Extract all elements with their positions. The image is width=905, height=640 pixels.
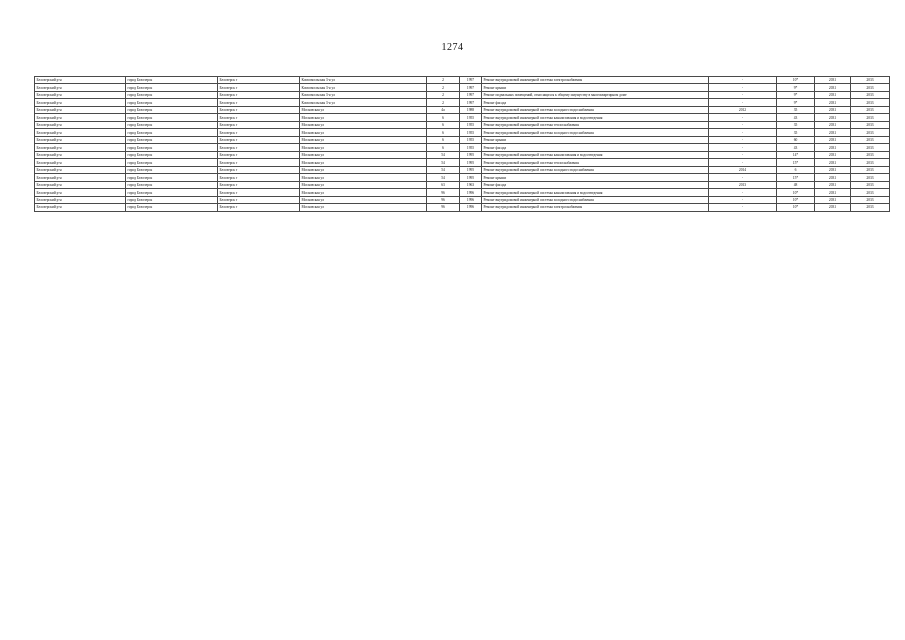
district-cell: Белозерский р-н: [35, 136, 126, 143]
build-year-cell: 1988: [460, 106, 482, 113]
street-cell: Московская ул: [300, 114, 427, 121]
build-year-cell: 1955: [460, 114, 482, 121]
wear-percent-cell: 9*: [777, 91, 815, 98]
build-year-cell: 1995: [460, 159, 482, 166]
table-row: [35, 189, 890, 196]
work-type-cell: Ремонт внутридомовой инженерной системы холодного водоснабжения: [482, 129, 709, 136]
work-type-cell: Ремонт внутридомовой инженерной системы электроснабжения: [482, 77, 709, 84]
street-cell: Московская ул: [300, 159, 427, 166]
street-cell: Московская ул: [300, 151, 427, 158]
house-number-cell: 6: [427, 144, 460, 151]
last-repair-year-cell: 2014: [709, 166, 777, 173]
build-year-cell: 1955: [460, 121, 482, 128]
work-type-cell: Ремонт внутридомовой инженерной системы холодного водоснабжения: [482, 166, 709, 173]
wear-percent-cell: 10*: [777, 204, 815, 211]
build-year-cell: 1996: [460, 204, 482, 211]
settlement-cell: город Белозерск: [126, 129, 218, 136]
work-type-cell: Ремонт внутридомовой инженерной системы канализования и водоотведения: [482, 114, 709, 121]
settlement-cell: город Белозерск: [126, 204, 218, 211]
wear-percent-cell: 35: [777, 129, 815, 136]
work-type-cell: Ремонт внутридомовой инженерной системы электроснабжения: [482, 204, 709, 211]
table-row: [35, 196, 890, 203]
street-cell: Московская ул: [300, 204, 427, 211]
district-cell: Белозерский р-н: [35, 196, 126, 203]
locality-cell: Белозерск г: [218, 114, 300, 121]
district-cell: Белозерский р-н: [35, 114, 126, 121]
street-cell: Московская ул: [300, 181, 427, 188]
locality-cell: Белозерск г: [218, 174, 300, 181]
plan-start-cell: 2031: [815, 151, 851, 158]
wear-percent-cell: 48: [777, 181, 815, 188]
locality-cell: Белозерск г: [218, 121, 300, 128]
plan-start-cell: 2031: [815, 99, 851, 106]
settlement-cell: город Белозерск: [126, 99, 218, 106]
table-row: [35, 121, 890, 128]
settlement-cell: город Белозерск: [126, 77, 218, 84]
house-number-cell: 2: [427, 99, 460, 106]
plan-end-cell: 2033: [851, 91, 890, 98]
district-cell: Белозерский р-н: [35, 166, 126, 173]
work-type-cell: Ремонт фасада: [482, 99, 709, 106]
district-cell: Белозерский р-н: [35, 84, 126, 91]
settlement-cell: город Белозерск: [126, 144, 218, 151]
wear-percent-cell: 35: [777, 121, 815, 128]
locality-cell: Белозерск г: [218, 77, 300, 84]
house-number-cell: 6: [427, 114, 460, 121]
street-cell: Московская ул: [300, 189, 427, 196]
last-repair-year-cell: -: [709, 136, 777, 143]
build-year-cell: 1996: [460, 189, 482, 196]
work-type-cell: Ремонт крыши: [482, 136, 709, 143]
table-row: [35, 204, 890, 211]
wear-percent-cell: 9*: [777, 84, 815, 91]
plan-end-cell: 2033: [851, 99, 890, 106]
locality-cell: Белозерск г: [218, 144, 300, 151]
last-repair-year-cell: -: [709, 196, 777, 203]
locality-cell: Белозерск г: [218, 106, 300, 113]
locality-cell: Белозерск г: [218, 159, 300, 166]
work-type-cell: Ремонт крыши: [482, 84, 709, 91]
district-cell: Белозерский р-н: [35, 159, 126, 166]
build-year-cell: 1995: [460, 151, 482, 158]
district-cell: Белозерский р-н: [35, 151, 126, 158]
work-type-cell: Ремонт внутридомовой инженерной системы холодного водоснабжения: [482, 196, 709, 203]
settlement-cell: город Белозерск: [126, 121, 218, 128]
locality-cell: Белозерск г: [218, 99, 300, 106]
house-number-cell: 54: [427, 174, 460, 181]
plan-start-cell: 2031: [815, 91, 851, 98]
settlement-cell: город Белозерск: [126, 106, 218, 113]
last-repair-year-cell: -: [709, 99, 777, 106]
settlement-cell: город Белозерск: [126, 84, 218, 91]
plan-end-cell: 2033: [851, 121, 890, 128]
build-year-cell: 1996: [460, 196, 482, 203]
plan-end-cell: 2033: [851, 196, 890, 203]
table-row: [35, 174, 890, 181]
settlement-cell: город Белозерск: [126, 181, 218, 188]
plan-start-cell: 2031: [815, 136, 851, 143]
repair-register-table: [34, 76, 890, 212]
table-row: [35, 129, 890, 136]
settlement-cell: город Белозерск: [126, 91, 218, 98]
wear-percent-cell: 43: [777, 114, 815, 121]
build-year-cell: 1997: [460, 84, 482, 91]
district-cell: Белозерский р-н: [35, 106, 126, 113]
wear-percent-cell: 10*: [777, 196, 815, 203]
locality-cell: Белозерск г: [218, 189, 300, 196]
build-year-cell: 1997: [460, 91, 482, 98]
last-repair-year-cell: -: [709, 84, 777, 91]
wear-percent-cell: 14*: [777, 151, 815, 158]
build-year-cell: 1955: [460, 136, 482, 143]
street-cell: Московская ул: [300, 136, 427, 143]
street-cell: Московская ул: [300, 121, 427, 128]
build-year-cell: 1955: [460, 144, 482, 151]
district-cell: Белозерский р-н: [35, 144, 126, 151]
street-cell: Московская ул: [300, 174, 427, 181]
last-repair-year-cell: -: [709, 121, 777, 128]
settlement-cell: город Белозерск: [126, 136, 218, 143]
work-type-cell: Ремонт фасада: [482, 181, 709, 188]
house-number-cell: 96: [427, 204, 460, 211]
last-repair-year-cell: -: [709, 189, 777, 196]
house-number-cell: 6: [427, 121, 460, 128]
table-row: [35, 136, 890, 143]
locality-cell: Белозерск г: [218, 204, 300, 211]
plan-start-cell: 2031: [815, 77, 851, 84]
plan-start-cell: 2031: [815, 121, 851, 128]
plan-start-cell: 2031: [815, 106, 851, 113]
district-cell: Белозерский р-н: [35, 174, 126, 181]
work-type-cell: Ремонт крыши: [482, 174, 709, 181]
last-repair-year-cell: -: [709, 114, 777, 121]
last-repair-year-cell: -: [709, 151, 777, 158]
plan-end-cell: 2033: [851, 189, 890, 196]
street-cell: Комсомольская 3-я ул: [300, 84, 427, 91]
table-row: [35, 151, 890, 158]
plan-end-cell: 2033: [851, 136, 890, 143]
locality-cell: Белозерск г: [218, 84, 300, 91]
district-cell: Белозерский р-н: [35, 77, 126, 84]
district-cell: Белозерский р-н: [35, 121, 126, 128]
house-number-cell: 6: [427, 129, 460, 136]
plan-start-cell: 2031: [815, 144, 851, 151]
work-type-cell: Ремонт подвальных помещений, относящихся к общему имуществу в многоквартирном доме: [482, 91, 709, 98]
wear-percent-cell: 35: [777, 106, 815, 113]
table-row: [35, 99, 890, 106]
last-repair-year-cell: -: [709, 129, 777, 136]
settlement-cell: город Белозерск: [126, 196, 218, 203]
table-row: [35, 77, 890, 84]
build-year-cell: 1955: [460, 129, 482, 136]
street-cell: Комсомольская 3-я ул: [300, 77, 427, 84]
settlement-cell: город Белозерск: [126, 151, 218, 158]
wear-percent-cell: 6: [777, 166, 815, 173]
plan-end-cell: 2033: [851, 151, 890, 158]
locality-cell: Белозерск г: [218, 91, 300, 98]
build-year-cell: 1995: [460, 174, 482, 181]
plan-end-cell: 2033: [851, 166, 890, 173]
plan-end-cell: 2033: [851, 204, 890, 211]
table-row: [35, 166, 890, 173]
table-row: [35, 144, 890, 151]
work-type-cell: Ремонт внутридомовой инженерной системы канализования и водоотведения: [482, 189, 709, 196]
work-type-cell: Ремонт внутридомовой инженерной системы канализования и водоотведения: [482, 151, 709, 158]
table-row: [35, 181, 890, 188]
plan-end-cell: 2033: [851, 77, 890, 84]
plan-start-cell: 2031: [815, 159, 851, 166]
plan-end-cell: 2033: [851, 84, 890, 91]
plan-start-cell: 2031: [815, 189, 851, 196]
wear-percent-cell: 15*: [777, 159, 815, 166]
house-number-cell: 2: [427, 91, 460, 98]
plan-end-cell: 2033: [851, 114, 890, 121]
street-cell: Московская ул: [300, 129, 427, 136]
wear-percent-cell: 10*: [777, 189, 815, 196]
last-repair-year-cell: -: [709, 77, 777, 84]
locality-cell: Белозерск г: [218, 129, 300, 136]
house-number-cell: 6: [427, 136, 460, 143]
last-repair-year-cell: -: [709, 159, 777, 166]
plan-start-cell: 2031: [815, 181, 851, 188]
plan-end-cell: 2033: [851, 159, 890, 166]
wear-percent-cell: 60: [777, 136, 815, 143]
district-cell: Белозерский р-н: [35, 99, 126, 106]
house-number-cell: 54: [427, 151, 460, 158]
locality-cell: Белозерск г: [218, 136, 300, 143]
settlement-cell: город Белозерск: [126, 114, 218, 121]
plan-end-cell: 2033: [851, 129, 890, 136]
last-repair-year-cell: -: [709, 144, 777, 151]
table-body: [35, 77, 890, 212]
district-cell: Белозерский р-н: [35, 204, 126, 211]
table-row: [35, 84, 890, 91]
street-cell: Комсомольская 3-я ул: [300, 99, 427, 106]
plan-end-cell: 2033: [851, 144, 890, 151]
district-cell: Белозерский р-н: [35, 181, 126, 188]
house-number-cell: 2: [427, 77, 460, 84]
wear-percent-cell: 43: [777, 144, 815, 151]
table-row: [35, 106, 890, 113]
house-number-cell: 54: [427, 159, 460, 166]
house-number-cell: 2: [427, 84, 460, 91]
settlement-cell: город Белозерск: [126, 174, 218, 181]
plan-start-cell: 2031: [815, 166, 851, 173]
locality-cell: Белозерск г: [218, 166, 300, 173]
street-cell: Московская ул: [300, 166, 427, 173]
work-type-cell: Ремонт внутридомовой инженерной системы теплоснабжения: [482, 159, 709, 166]
page-number: 1274: [441, 42, 464, 53]
street-cell: Комсомольская 3-я ул: [300, 91, 427, 98]
house-number-cell: 96: [427, 189, 460, 196]
build-year-cell: 1997: [460, 77, 482, 84]
locality-cell: Белозерск г: [218, 196, 300, 203]
district-cell: Белозерский р-н: [35, 129, 126, 136]
wear-percent-cell: 9*: [777, 99, 815, 106]
settlement-cell: город Белозерск: [126, 189, 218, 196]
build-year-cell: 1963: [460, 181, 482, 188]
district-cell: Белозерский р-н: [35, 189, 126, 196]
last-repair-year-cell: -: [709, 204, 777, 211]
plan-start-cell: 2031: [815, 114, 851, 121]
build-year-cell: 1995: [460, 166, 482, 173]
plan-end-cell: 2033: [851, 181, 890, 188]
district-cell: Белозерский р-н: [35, 91, 126, 98]
locality-cell: Белозерск г: [218, 151, 300, 158]
work-type-cell: Ремонт внутридомовой инженерной системы холодного водоснабжения: [482, 106, 709, 113]
house-number-cell: 54: [427, 166, 460, 173]
last-repair-year-cell: 2012: [709, 106, 777, 113]
work-type-cell: Ремонт внутридомовой инженерной системы теплоснабжения: [482, 121, 709, 128]
build-year-cell: 1997: [460, 99, 482, 106]
wear-percent-cell: 10*: [777, 77, 815, 84]
street-cell: Московская ул: [300, 144, 427, 151]
plan-end-cell: 2033: [851, 106, 890, 113]
last-repair-year-cell: 2013: [709, 181, 777, 188]
plan-start-cell: 2031: [815, 204, 851, 211]
wear-percent-cell: 15*: [777, 174, 815, 181]
house-number-cell: 4а: [427, 106, 460, 113]
table-row: [35, 114, 890, 121]
plan-end-cell: 2033: [851, 174, 890, 181]
street-cell: Московская ул: [300, 106, 427, 113]
street-cell: Московская ул: [300, 196, 427, 203]
work-type-cell: Ремонт фасада: [482, 144, 709, 151]
plan-start-cell: 2031: [815, 174, 851, 181]
house-number-cell: 63: [427, 181, 460, 188]
table-row: [35, 91, 890, 98]
plan-start-cell: 2031: [815, 129, 851, 136]
plan-start-cell: 2031: [815, 196, 851, 203]
plan-start-cell: 2031: [815, 84, 851, 91]
settlement-cell: город Белозерск: [126, 159, 218, 166]
locality-cell: Белозерск г: [218, 181, 300, 188]
settlement-cell: город Белозерск: [126, 166, 218, 173]
table-row: [35, 159, 890, 166]
last-repair-year-cell: -: [709, 174, 777, 181]
house-number-cell: 96: [427, 196, 460, 203]
last-repair-year-cell: -: [709, 91, 777, 98]
